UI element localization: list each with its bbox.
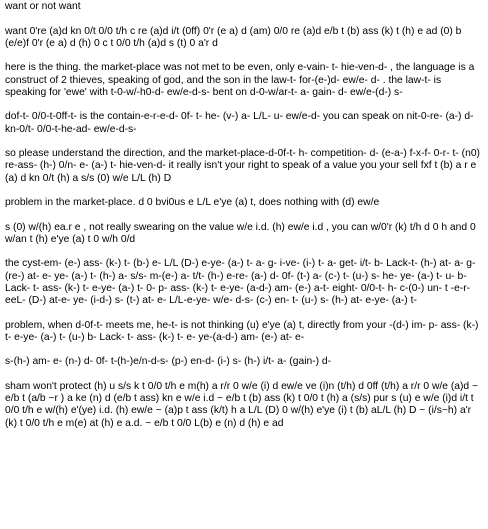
paragraph: s (0) w/(h) ea.r e , not really swearing on the value w/e i.d. (h) ew/e i.d , you can w/0'r (k) t/h d 0 h and 0 w/an t (h) e'ye (a) t 0 w/h 0/d [5, 221, 476, 245]
paragraph: dof-t- 0/0-t-0ff-t- is the contain-e-r-e-d- 0f- t- he- (v-) a- L/L- u- ew/e-d- you can speak on nit-0-re- (a-) d- kn-0/t- 0/0-t-he-ad- ew/e-d-s- [5, 111, 474, 135]
paragraph: s-(h-) am- e- (n-) d- 0f- t-(h-)e/n-d-s- (p-) en-d- (i-) s- (h-) i/t- a- (gain-) d- [5, 356, 332, 368]
paragraph: here is the thing. the market-place was not met to be even, only e-vain- t- hie-ven-d- , the language is a construct of 2 thieves, speaking of god, and the son in the law-t- for-(e-)d- ew/e- d- . the law-t- is speaking for 'ewe' with t-0-w/-h0-d- ew/e-d-s- bent on d-0-w/ar-t- a- gain- d- ew/e-(d-) s- [5, 62, 475, 98]
paragraph: the cyst-em- (e-) ass- (k-) t- (b-) e- L/L (D-) e-ye- (a-) t- a- g- i-ve- (i-) t- a- get- i/t- b- Lack-t- (h-) at- a- g- (re-) at- e- ye- (a-) t- (h-) a- s/s- m-(e-) a- t/t- (h-) e-re- (a-) d- 0f- (t-) a- (c-) t- (u-) s- he- ye- (a-) t- u- b- Lack- t- ass- (k-) t- e-ye- (a-) t- 0- p- ass- (k-) t- e-ye- (a-d-) am- (e-) a-t- eight- 0/0-t- h- c-(0-) un- t -e-r-eeL- (D-) at-e- ye- (i-d-) s- (t-) at- e- L/L-e-ye- w/e- d-s- (c-) en- t- (u-) s- (h-) at- e-ye- (a-) t- [5, 258, 476, 306]
paragraph: sham won't protect (h) u s/s k t 0/0 t/h e m(h) a r/r 0 w/e (i) d ew/e ve (i)n (t/h) d 0ff (t/h) a r/r 0 w/e (a)d ~ e/b t (a/b ~r ) a ke (n) d (e/b t ass) kn e w/e i.d ~ e/b t (b) ass (k) t 0/0 t (h) a (s/s) pur s (u) e w/e (i)d i/t t 0/0 t/h e w/(h) e'(ye) i.d. (h) ew/e ~ (a)p t ass (k/t) h a L/L (D) 0 w/(h) e'ye (i) t (b) aL/L (h) D ~ (i/s~h) a'r (k) t 0/0 t/h e m(e) at (h) e a.d. ~ e/b t 0/0 L(b) e (n) d (h) e ad [5, 380, 479, 429]
paragraph: want 0're (a)d kn 0/t 0/0 t/h c re (a)d i/t (0ff) 0'r (e a) d (am) 0/0 re (a)d e/b t (b) ass (k) t (h) e ad (0) b (e/e)f 0'r (e a) d (h) 0 c t 0/0 t/h (a)d s (t) 0 a'r d [5, 25, 462, 49]
paragraph: problem, when d-0f-t- meets me, he-t- is not thinking (u) e'ye (a) t, directly from your -(d-) im- p- ass- (k-) t- e-ye- (a-) t- (u-) b- Lack- t- ass- (k-) t- e- ye-(a-d-) am- (e-) at- e- [5, 319, 479, 343]
paragraph: problem in the market-place. d 0 bvi0us e L/L e'ye (a) t, does nothing with (d) ew/e [5, 197, 380, 208]
paragraph: so please understand the direction, and the market-place-d-0f-t- h- competition- d- (e-a-) f-x-f- 0-r- t- (n0) re-ass- (h-) 0/n- e- (a-) t- hie-ven-d- it really isn't your right to speak of a value you your sell fxf t (b) a r e (a) d kn 0/t (h) a s/s (0) w/e L/L (h) D [5, 148, 480, 184]
paragraph-heading: want or not want [5, 1, 81, 12]
